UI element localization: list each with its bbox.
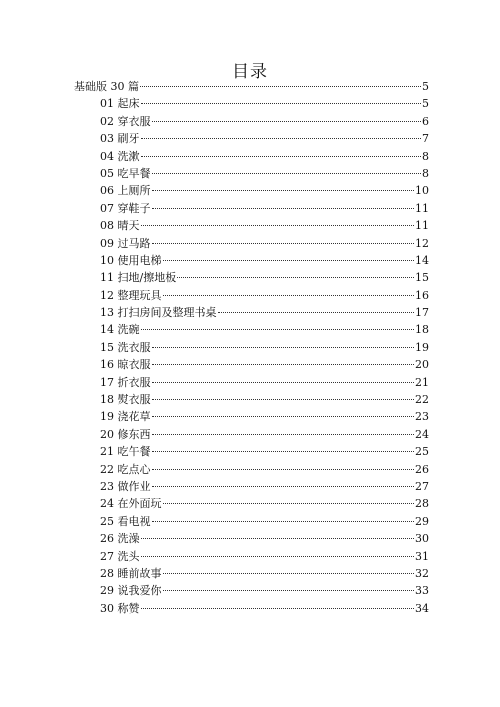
dot-leader: [163, 503, 415, 504]
dot-leader: [163, 590, 415, 591]
toc-entry-label: 27 洗头: [100, 549, 140, 563]
toc-page-number: 23: [415, 410, 429, 424]
toc-entry-label: 22 吃点心: [100, 462, 151, 476]
dot-leader: [152, 173, 422, 174]
toc-entry[interactable]: [74, 374, 429, 391]
dot-leader: [152, 382, 415, 383]
dot-leader: [152, 121, 422, 122]
toc-entry[interactable]: [74, 165, 429, 182]
dot-leader: [141, 538, 415, 539]
dot-leader: [152, 469, 415, 470]
toc-entry[interactable]: [74, 495, 429, 512]
toc-entry-label: 26 洗澡: [100, 532, 140, 546]
toc-entry[interactable]: [74, 356, 429, 373]
dot-leader: [163, 573, 415, 574]
toc-entry-label: 12 整理玩具: [100, 288, 162, 302]
toc-page-number: 31: [415, 549, 429, 563]
dot-leader: [141, 556, 415, 557]
dot-leader: [163, 295, 415, 296]
toc-page-number: 29: [415, 514, 429, 528]
toc-entry-label: 05 吃早餐: [100, 166, 151, 180]
toc-page-number: 8: [422, 166, 429, 180]
toc-entry-label: 10 使用电梯: [100, 253, 162, 267]
toc-entry[interactable]: [74, 95, 429, 112]
dot-leader: [141, 138, 422, 139]
toc-entry-label: 23 做作业: [100, 479, 151, 493]
toc-page-number: 20: [415, 358, 429, 372]
toc-entry-label: 16 晾衣服: [100, 358, 151, 372]
toc-page-number: 26: [415, 462, 429, 476]
dot-leader: [177, 277, 414, 278]
toc-page-number: 5: [422, 97, 429, 111]
toc-entry[interactable]: [74, 113, 429, 130]
toc-page-number: 34: [415, 601, 429, 615]
toc-entry-label: 02 穿衣服: [100, 114, 151, 128]
toc-entry-label: 08 晴天: [100, 219, 140, 233]
toc-page-number: 8: [422, 149, 429, 163]
toc-entry[interactable]: [74, 252, 429, 269]
toc-entry[interactable]: [74, 130, 429, 147]
toc-entry-label: 04 洗漱: [100, 149, 140, 163]
toc-entry[interactable]: [74, 321, 429, 338]
toc-entry-label: 基础版 30 篇: [74, 80, 139, 93]
toc-entry-label: 06 上厕所: [100, 184, 151, 198]
dot-leader: [163, 260, 415, 261]
toc-entry[interactable]: [74, 426, 429, 443]
dot-leader: [152, 243, 415, 244]
toc-page-number: 16: [415, 288, 429, 302]
toc-page-number: 27: [415, 479, 429, 493]
toc-page-number: 33: [415, 584, 429, 598]
toc-page-number: 18: [415, 323, 429, 337]
toc-entry[interactable]: [74, 217, 429, 234]
toc-entry[interactable]: [74, 461, 429, 478]
toc-entry[interactable]: [74, 513, 429, 530]
toc-page-number: 17: [415, 306, 429, 320]
dot-leader: [152, 486, 415, 487]
toc-entry-label: 30 称赞: [100, 601, 140, 615]
toc-entry-label: 24 在外面玩: [100, 497, 162, 511]
dot-leader: [152, 208, 415, 209]
dot-leader: [152, 347, 415, 348]
dot-leader: [141, 608, 415, 609]
toc-entry-label: 21 吃午餐: [100, 445, 151, 459]
toc-entry-label: 20 修东西: [100, 427, 151, 441]
toc-page-number: 10: [415, 184, 429, 198]
toc-entry[interactable]: [74, 269, 429, 286]
toc-entry-label: 25 看电视: [100, 514, 151, 528]
toc-page-number: 11: [415, 219, 429, 233]
toc-entry[interactable]: [74, 478, 429, 495]
dot-leader: [218, 312, 415, 313]
toc-page-number: 12: [415, 236, 429, 250]
toc-entry[interactable]: [74, 148, 429, 165]
toc-entry-label: 14 洗碗: [100, 323, 140, 337]
table-of-contents: [74, 78, 429, 617]
toc-page-number: 6: [422, 114, 429, 128]
toc-entry-label: 18 熨衣服: [100, 393, 151, 407]
dot-leader: [152, 451, 415, 452]
dot-leader: [141, 103, 422, 104]
dot-leader: [152, 399, 415, 400]
toc-page-number: 5: [422, 80, 429, 93]
toc-entry[interactable]: [74, 182, 429, 199]
toc-entry[interactable]: [74, 408, 429, 425]
toc-entry-label: 01 起床: [100, 97, 140, 111]
toc-page-number: 22: [415, 393, 429, 407]
toc-section-heading[interactable]: [74, 78, 429, 95]
dot-leader: [141, 156, 422, 157]
toc-page-number: 30: [415, 532, 429, 546]
page-title: 目录: [232, 62, 268, 82]
toc-page-number: 21: [415, 375, 429, 389]
toc-entry-label: 13 打扫房间及整理书桌: [100, 306, 217, 320]
toc-entry-label: 09 过马路: [100, 236, 151, 250]
toc-entry[interactable]: [74, 235, 429, 252]
toc-entry-label: 17 折衣服: [100, 375, 151, 389]
toc-page-number: 24: [415, 427, 429, 441]
toc-entry-label: 15 洗衣服: [100, 340, 151, 354]
dot-leader: [152, 190, 415, 191]
toc-entry[interactable]: [74, 304, 429, 321]
toc-page-number: 15: [415, 271, 429, 285]
toc-entry[interactable]: [74, 339, 429, 356]
dot-leader: [152, 521, 415, 522]
toc-page-number: 14: [415, 253, 429, 267]
toc-entry-label: 11 扫地/擦地板: [100, 271, 177, 285]
toc-entry-label: 29 说我爱你: [100, 584, 162, 598]
dot-leader: [152, 434, 415, 435]
toc-entry[interactable]: [74, 530, 429, 547]
toc-page-number: 25: [415, 445, 429, 459]
dot-leader: [152, 364, 415, 365]
toc-entry-label: 19 浇花草: [100, 410, 151, 424]
toc-entry[interactable]: [74, 582, 429, 599]
toc-entry[interactable]: [74, 391, 429, 408]
toc-page-number: 11: [415, 201, 429, 215]
toc-page-number: 7: [422, 132, 429, 146]
dot-leader: [141, 225, 415, 226]
toc-page-number: 32: [415, 566, 429, 580]
toc-page-number: 19: [415, 340, 429, 354]
toc-entry-label: 28 睡前故事: [100, 566, 162, 580]
toc-page-number: 28: [415, 497, 429, 511]
toc-entry[interactable]: [74, 287, 429, 304]
toc-entry-label: 07 穿鞋子: [100, 201, 151, 215]
dot-leader: [140, 86, 421, 87]
dot-leader: [141, 329, 415, 330]
dot-leader: [152, 416, 415, 417]
toc-entry[interactable]: [74, 600, 429, 617]
toc-entry[interactable]: [74, 548, 429, 565]
toc-entry-label: 03 刷牙: [100, 132, 140, 146]
toc-entry[interactable]: [74, 565, 429, 582]
toc-entry[interactable]: [74, 443, 429, 460]
toc-entry[interactable]: [74, 200, 429, 217]
